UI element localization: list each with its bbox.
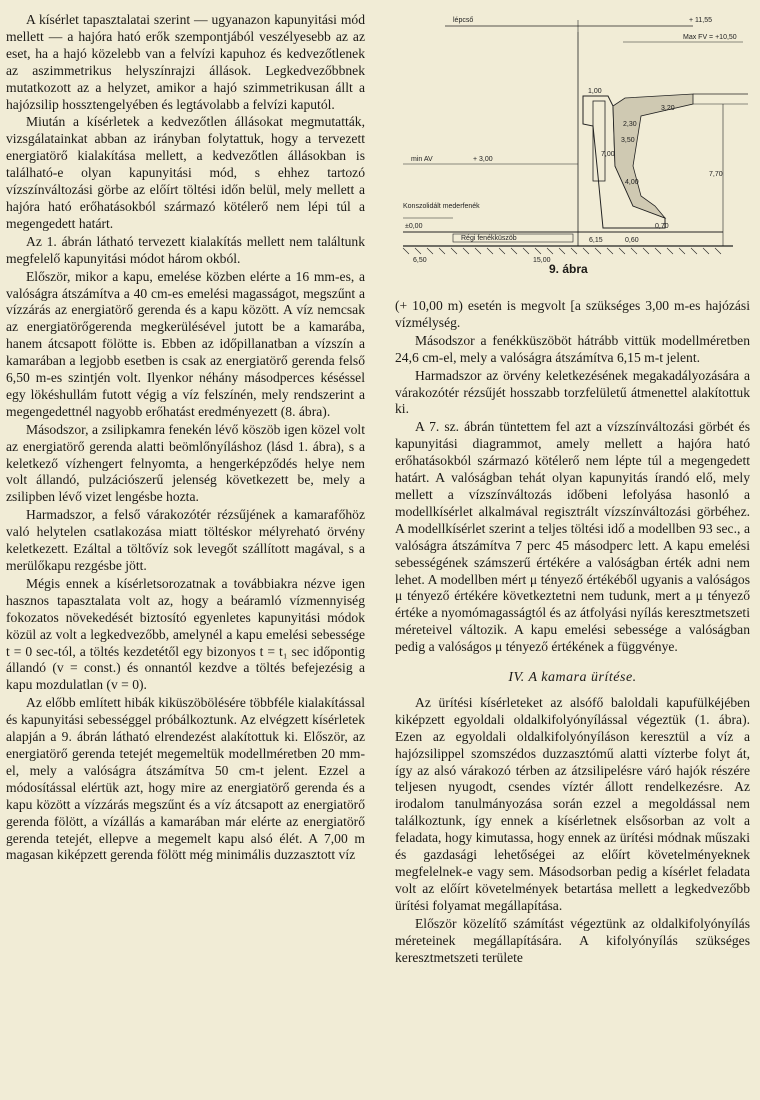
figure-caption: 9. ábra (549, 262, 588, 276)
paragraph: Először, mikor a kapu, emelése közben elérte a 16 mm-es, a valóságra átszámítva a 40 cm-es emelési magasságot, megszűnt a vízzárás az energiatörő gerenda és a kapu között. A víz nemcsak az energiatörőgerenda megkerülésével jutott be a kamarába, hanem átcsapott fölötte is. Ebben az időpillanatban a vízszín a kamarában a legjobb esetben is csak az energiatörő gerenda felső 6,50 m-es szintjén volt. Ilyenkor néhány másodperces késéssel egy lökéshullám futott végig a víz felszínén, mely rendszerint a megengedettnél nagyobb erőhatást eredményezett (8. ábra). (6, 268, 365, 419)
paragraph: Az 1. ábrán látható tervezett kialakítás mellett nem találtunk megfelelő kapunyitási módot három okból. (6, 233, 365, 266)
label-d10: 15,00 (533, 257, 551, 264)
paragraph: Másodszor, a zsilipkamra fenekén lévő köszöb igen közel volt az energiatörő gerenda alatti beömlőnyíláshoz (lásd 1. ábra), s a keletkező vízhengert felnyomta, a hengerképződés helye nem volt állandó, pulzációszerű jelenség következett be, mely a zsilipben lévő vizet lengésbe hozta. (6, 421, 365, 505)
left-column (6, 12, 365, 865)
right-column (395, 298, 750, 967)
paragraph: Miután a kísérletek a kedvezőtlen állásokat megmutatták, vizsgálatainkat abban az irányban folytattuk, hogy a tervezett energiatörő kialakítása mellett, a kedvezőtlen állásokban is található-e olyan kapunyitási mód, s ehhez tartozó vízszínváltozási görbe az előírt töltési időn belül, mely mellett a hajóra ható erőhatásokból származó kötélerő nem lépi túl a megengedett határt. (6, 114, 365, 231)
label-d6: 4,00 (625, 179, 639, 186)
label-d11: 6,50 (413, 257, 427, 264)
label-d8: 2,30 (623, 121, 637, 128)
paragraph: Mégis ennek a kísérletsorozatnak a továbbiakra nézve igen hasznos tapasztalata volt az, hogy a beáramló vízmennyiség fokozatos növekedését biztosító egyenletes kapunyitási módok közül az volt a legkedvezőbb, amelynél a kapu emelési sebessége t = 0 sec-tól, a töltés kezdetétől egy bizonyos t = t₁ sec időpontig állandó (v = const.) és onnantól kezdve a töltés befejezésig a kapu mozdulatlan (v = 0). (6, 575, 365, 693)
paragraph: Először közelítő számítást végeztünk az oldalkifolyónyílás méreteinek megállapítására. A kifolyónyílás szükséges keresztmetszeti területe (395, 915, 750, 965)
paragraph: Másodszor a fenékküszöböt hátrább vittük modellméretben 24,6 cm-el, mely a valóságra átszámítva 6,15 m-t jelent. (395, 332, 750, 365)
figure-drawing (393, 6, 753, 266)
label-min-av: min AV (411, 156, 433, 163)
label-lepcso: lépcső (453, 17, 474, 24)
label-d9: 6,15 (589, 237, 603, 244)
paragraph: Az ürítési kísérleteket az alsófő baloldali kapufülkéjében kiképzett egyoldali oldalkifolyónyílással végeztük (1. ábra). Ezen az egyoldali oldalkifolyónyíláson keresztül a víz a hajózsilippel szomszédos duzzasztómű alatti vízterbe folyt át, így az alsó várakozó térben az átzsilipelésre váró hajók részére teljesen nyugodt, csendes víztér állott rendelkezésre. Az irodalom tanulmányozása során ezzel a megoldással nem találkoztunk, így ennek a kísérletnek elsősorban az volt a feladata, hogy kimutassa, hogy ennek az ürítési módnak műszaki és gazdasági lehetőségei az előírt követelményeknek megfelelnek-e vagy sem. Másodsorban pedig a kísérlet feladata volt az előírt követelmények betartása mellett a legkedvezőbb ürítési folyamat megállapítása. (395, 694, 750, 913)
paragraph: Harmadszor az örvény keletkezésének megakadályozására a várakozótér rézsűjét hosszabb torzfelületű átmenettel alakítottuk ki. (395, 367, 750, 417)
label-kapu: Régi fenékküszöb (461, 235, 517, 242)
label-max-fv: Max FV = +10,50 (683, 34, 737, 41)
label-d1: 1,00 (588, 88, 602, 95)
paragraph: A 7. sz. ábrán tüntettem fel azt a vízszínváltozási görbét és kapunyitási diagrammot, amely mellett a hajóra ható erőhatásokból származó kötélerő nem lépte túl a megengedett határt. A valóságban tehát olyan kapunyitás írandó elő, mely mellett a vízszínváltozás időbeni lefolyása hasonló a modellkísérlet alkalmával regisztrált vízszínváltozási görbéhez. A modellkísérlet szerint a teljes töltési idő a modellben 93 sec., a valóságra átszámítva 7 perc 45 másodperc lett. A kapu emelési sebességének számszerű értékére a valóságban érték adni nem lehet. A modellben mért μ tényező értékéből ugyanis a valóságos μ tényező értékére következtetni nem tudunk, mert a μ tényező értéke a nyomómagasságtól és az átfolyási nyílás keresztmetszeti méreteivel változik. A kapu emelési sebessége a valóságban pedig a valóságos μ tényező értékének a függvénye. (395, 419, 750, 655)
label-zero: ±0,00 (405, 223, 423, 230)
section-heading: IV. A kamara ürítése. (508, 670, 637, 686)
label-top-level: + 11,55 (689, 17, 713, 24)
label-d5: 7,70 (709, 171, 723, 178)
label-d3: 3,50 (621, 137, 635, 144)
label-d12: 0,60 (625, 237, 639, 244)
label-min-av-val: + 3,00 (473, 156, 493, 163)
paragraph: (+ 10,00 m) esetén is megvolt [a szükséges 3,00 m-es hajózási vízmélység. (395, 298, 750, 330)
label-d2: 3,20 (661, 105, 675, 112)
paragraph: Harmadszor, a felső várakozótér rézsűjének a kamarafőhöz való helytelen csatlakozása miatt töltéskor mélyreható örvény keletkezett. Ezáltal a töltővíz sok levegőt szállított magával, s a merülőkapu rezgésbe jött. (6, 507, 365, 573)
label-konszolidalt: Konszolidált mederfenék (403, 203, 480, 210)
label-d7: 0,70 (655, 223, 669, 230)
label-d4: 7,00 (601, 151, 615, 158)
paragraph: Az előbb említett hibák kiküszöbölésére többféle kialakítással és kapunyitási sebességgel próbálkoztunk. Az elvégzett kísérletek alapján a 9. ábrán látható elrendezést alakítottuk ki. Először, az energiatörő gerenda tetejét megemeltük modellméretben 20 mm-el, mely a valóságra átszámítva 50 cm-t jelent. Ezzel a módosítással elértük azt, hogy mire az energiatörő gerenda és a kapu között a vízzárás megszűnt és a víz átcsapott az energiatörő gerenda fölött, a vízállás a kamarában már elérte az energiatörő gerenda tetejét, ellepve a megemelt kapu alsó élét. A 7,00 m magasan kiképzett gerenda fölött még minimális duzzasztott víz (6, 695, 365, 863)
paragraph: A kísérlet tapasztalatai szerint — ugyanazon kapunyitási mód mellett — a hajóra ható erők szempontjából veszélyesebb az az eset, ha a hajó közelebb van a felvízi kapuhoz és kedvezőtlenek az aszimmetrikus helyszínrajzi állások. Legkedvezőbbnek mutatkozott az a helyzet, amikor a hajó szimmetrikusan állt a hajózsilip hossztengelyében és legtávolabb a felvízi kaputól. (6, 12, 365, 112)
figure-9-lock-section (393, 6, 753, 296)
